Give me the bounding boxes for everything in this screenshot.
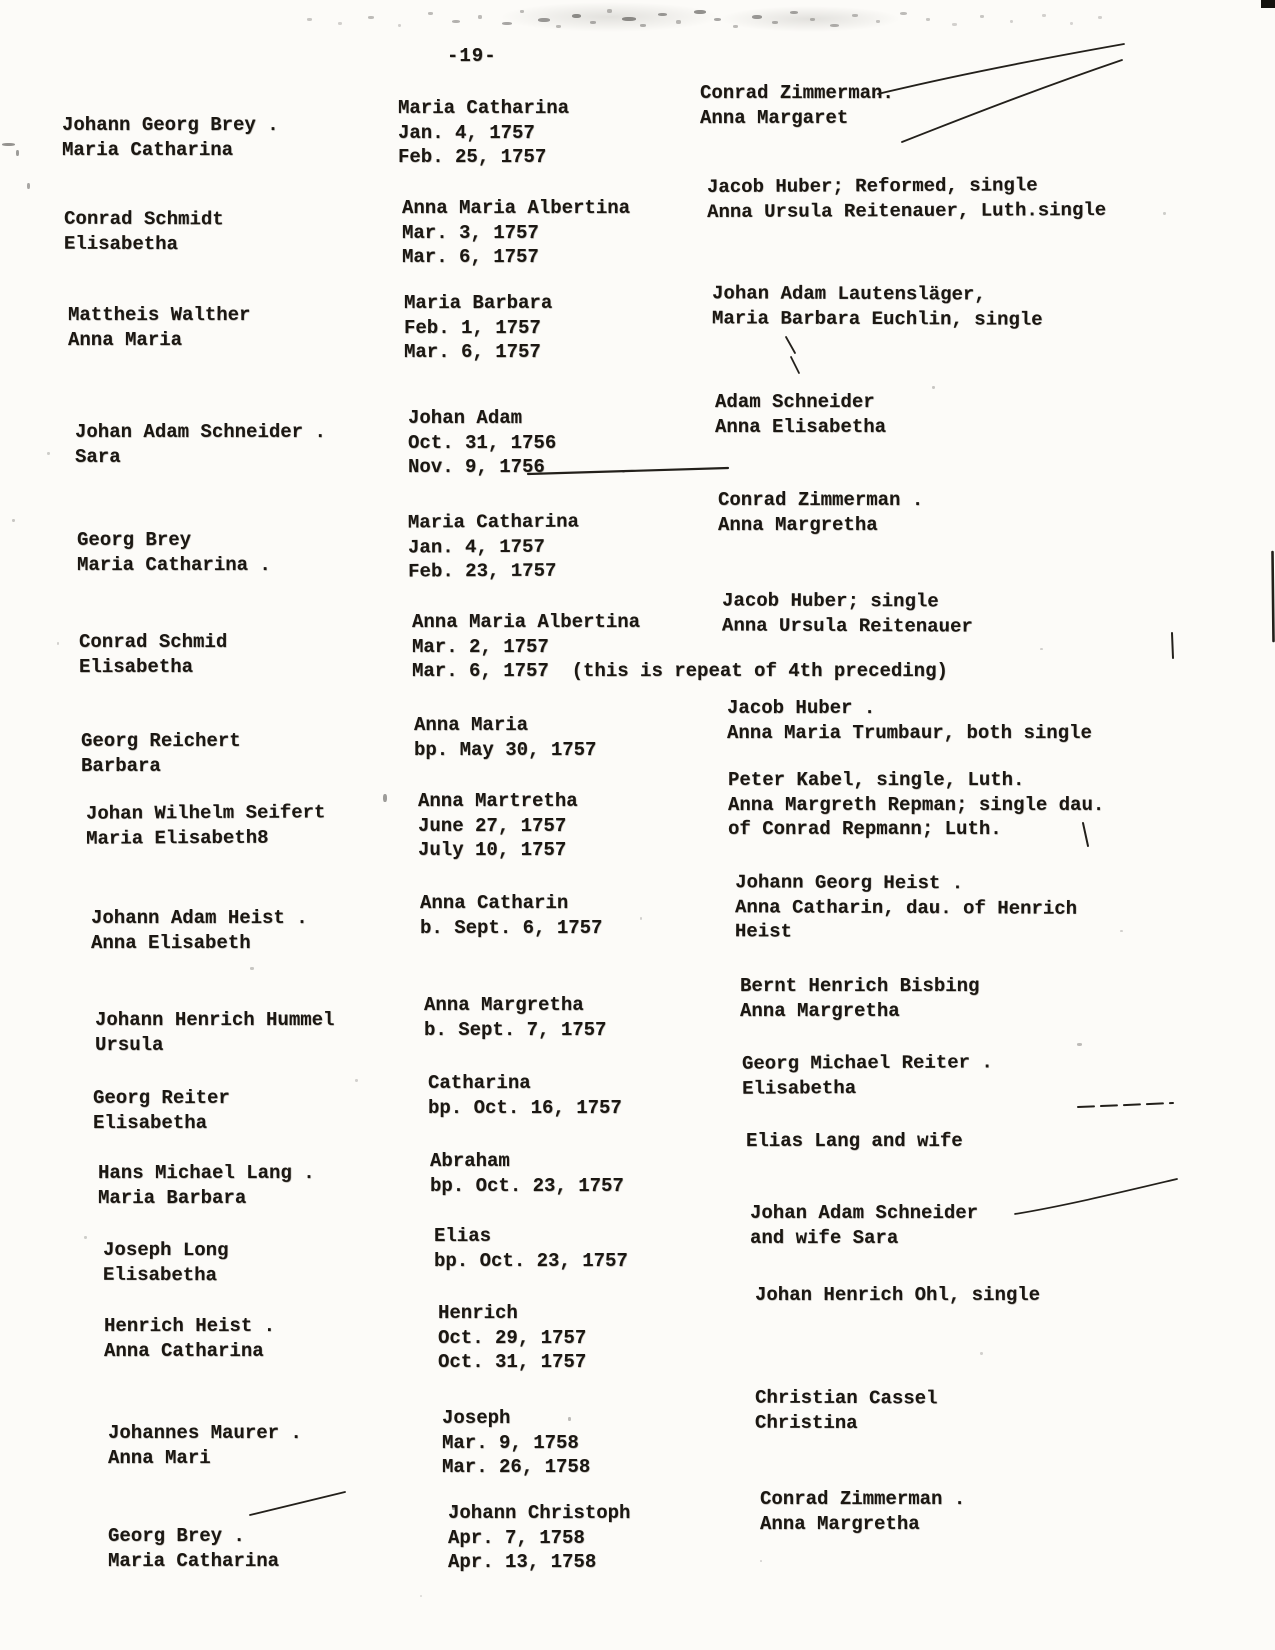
text-line: Anna Margreth Repman; single dau. [728,793,1105,816]
scan-corner-mark [1261,0,1275,8]
text-line: Anna Margaret [700,106,849,129]
text-line: Georg Brey [77,529,192,551]
text-line: Maria Barbara Euchlin, single [711,306,1043,331]
entry-14-parents [104,1314,275,1363]
text-line: Maria Catharina [108,1549,280,1572]
text-line: Peter Kabel, single, Luth. [728,769,1025,791]
text-line: Johan Adam Schneider [750,1202,979,1224]
entry-1-sponsors [700,81,894,130]
text-line: Maria Elisabeth8 [86,826,269,850]
text-line: Oct. 29, 1757 [438,1326,587,1349]
entry-10-parents [95,1008,334,1057]
entry-12-sponsors [746,1129,963,1154]
text-line: Jacob Huber; Reformed, single [706,174,1038,199]
text-line: Anna Maria [414,714,529,736]
scan-speck [760,1560,762,1562]
scan-speck [538,18,550,22]
entry-13-child [434,1224,628,1273]
text-line: bp. Oct. 16, 1757 [428,1096,622,1119]
scan-speck [607,9,612,13]
handwritten-tick-stroke [1172,633,1173,658]
text-line: Conrad Zimmerman . [760,1488,966,1510]
scan-speck [900,12,907,15]
text-line: Anna Mari [108,1446,211,1469]
scan-speck [27,183,30,189]
entry-9-sponsors [735,870,1077,945]
scan-speck [175,560,177,562]
entry-13-parents [103,1238,229,1288]
entry-16-sponsors [760,1487,965,1536]
text-line: and wife Sara [750,1226,899,1249]
text-line: Anna Maria Albertina [402,197,631,219]
scan-speck [307,18,312,21]
text-line: Maria Barbara [404,292,553,314]
text-line: Anna Margretha [424,994,584,1016]
scan-speck [980,1352,983,1355]
text-line: July 10, 1757 [418,839,567,862]
text-line: bp. May 30, 1757 [414,738,597,761]
scan-speck [810,18,815,21]
text-line: Nov. 9, 1756 [408,456,545,479]
text-line: Heist [734,920,792,943]
text-line: Mar. 6, 1757 [402,246,539,269]
text-line: Sara [75,445,121,468]
text-line: Anna Ursula Reitenauer [721,614,973,638]
scan-speck [830,24,839,27]
text-line: Mar. 6, 1757 [404,341,541,364]
entry-5-parents [77,528,271,577]
scan-speck [398,24,401,27]
entry-1-child [398,96,569,170]
scan-speck [355,1079,358,1082]
text-line: Mar. 26, 1758 [442,1456,591,1479]
text-line: Conrad Schmidt [64,207,224,231]
entry-8-parents [86,800,326,850]
entry-5-child [408,510,579,585]
handwritten-curve-stroke [878,44,1124,94]
scan-speck [622,17,636,21]
text-line: Maria Catharina [407,510,579,534]
text-line: Maria Catharina [398,97,570,119]
entry-15-parents [108,1421,302,1470]
text-line: Jacob Huber; single [722,589,939,613]
scan-speck [502,22,512,25]
text-line: Feb. 25, 1757 [398,146,547,169]
scan-speck [694,10,706,14]
scan-speck [640,24,646,27]
text-line: Johan Adam [408,407,523,429]
scan-speck [368,16,374,19]
text-line: Mattheis Walther [68,304,251,326]
scan-speck [790,11,798,14]
text-line: Elias [434,1225,492,1247]
scan-speck [1010,20,1013,23]
text-line: Anna Margretha [760,1512,920,1535]
text-line: Anna Catharina [104,1339,264,1362]
scan-speck [556,25,561,28]
text-line: Conrad Schmid [79,631,228,653]
text-line: Joseph [442,1407,511,1429]
entry-9-parents [91,906,308,955]
entry-14-sponsors [755,1283,1040,1308]
text-line: Henrich Heist . [104,1315,276,1337]
handwritten-connector-stroke [1015,1179,1177,1214]
scan-speck [1070,22,1073,25]
scan-speck [590,21,596,24]
text-line: Jan. 4, 1757 [407,535,545,559]
text-line: Anna Catharin [420,892,569,914]
scan-speck [84,1236,87,1239]
text-line: Christian Cassel [755,1386,938,1410]
scan-speck [250,967,254,970]
text-line: Anna Maria Albertina [412,611,641,633]
scan-speck [752,15,762,19]
text-line: Mar. 3, 1757 [402,221,539,244]
text-line: Oct. 31, 1756 [408,431,557,454]
handwritten-dash-stroke [1078,1103,1173,1107]
text-line: Mar. 9, 1758 [442,1431,579,1454]
text-line: Elisabetha [93,1111,208,1134]
scan-speck [932,386,935,389]
handwritten-tick-stroke [791,357,799,373]
text-line: Elisabetha [79,655,194,678]
entry-16-parents [108,1524,279,1573]
entry-15-sponsors [755,1386,938,1436]
scan-speck [478,15,482,19]
scan-speck [1163,212,1166,215]
text-line: Conrad Zimmerman . [718,489,924,511]
text-line: Barbara [81,754,161,777]
text-line: b. Sept. 7, 1757 [424,1018,607,1041]
entry-11-parents [93,1086,230,1135]
text-line: Anna Elisabeth [91,931,251,954]
scan-speck [428,12,433,15]
text-line: Abraham [430,1150,510,1172]
entry-7-child [414,713,596,762]
text-line: Anna Elisabetha [715,415,887,438]
text-line: Mar. 6, 1757 (this is repeat of 4th preceding) [412,660,948,683]
text-line: of Conrad Repmann; Luth. [728,818,1002,841]
scan-speck [658,13,667,16]
text-line: Anna Maria Trumbaur, both single [727,721,1092,744]
text-line: Mar. 2, 1757 [412,635,549,658]
entry-6-sponsors [722,588,973,638]
entry-6-parents [79,630,227,679]
scan-speck [1098,16,1102,19]
text-line: Apr. 13, 1758 [448,1551,597,1574]
entry-3-sponsors [712,281,1043,332]
scan-speck [57,642,59,645]
text-line: Adam Schneider [715,391,875,413]
scan-smudge [500,2,720,32]
text-line: June 27, 1757 [418,814,567,837]
scan-speck [852,14,858,17]
entry-10-child [424,993,606,1042]
text-line: bp. Oct. 23, 1757 [434,1249,628,1272]
text-line: Johann Georg Brey . [62,114,279,136]
scan-speck [980,15,984,18]
scan-speck [676,20,681,24]
text-line: Johann Georg Heist . [735,871,964,895]
text-line: Anna Ursula Reitenauer, Luth.single [707,198,1107,223]
text-line: Joseph Long [103,1238,229,1262]
text-line: Maria Catharina [62,138,234,161]
text-line: Anna Maria [68,328,183,351]
text-line: Georg Reiter [93,1087,230,1109]
text-line: Johan Adam Lautensläger, [712,282,986,306]
text-line: Elisabetha [63,232,179,255]
text-line: Johann Henrich Hummel [95,1009,335,1031]
scan-speck [47,452,50,455]
entry-11-child [428,1071,622,1120]
entry-12-child [430,1149,624,1198]
entry-2-child [402,196,630,270]
entry-4-sponsors [715,390,886,439]
text-line: Johan Wilhelm Seifert [85,801,326,825]
text-line: Maria Barbara [98,1186,247,1209]
text-line: Johan Henrich Ohl, single [755,1284,1041,1306]
text-line: Anna Margretha [740,999,900,1022]
text-line: Anna Catharin, dau. of Henrich [734,895,1078,920]
entry-7-parents [81,729,241,778]
text-line: Maria Catharina . [77,553,271,576]
text-line: Hans Michael Lang . [98,1162,315,1184]
entry-8-child [418,789,578,863]
entry-3-parents [68,303,250,352]
text-line: Apr. 7, 1758 [448,1526,585,1549]
scan-speck [952,23,957,26]
scan-speck [383,794,387,802]
scan-speck [338,22,342,25]
handwritten-underline-stroke [528,468,728,474]
scan-speck [1077,1043,1082,1046]
entry-14-child [438,1301,586,1375]
text-line: Anna Martretha [418,790,578,812]
entry-8-sponsors [728,768,1104,842]
scan-speck [1120,930,1123,932]
text-line: Christina [754,1411,858,1434]
scan-speck [420,1595,422,1597]
text-line: Henrich [438,1302,518,1324]
handwritten-curve-stroke [902,60,1122,142]
text-line: Anna Margretha [718,513,878,536]
scan-speck [876,20,880,23]
scan-speck [12,519,15,522]
entry-9-child [420,891,602,940]
scan-speck [772,21,778,24]
text-line: Johan Adam Schneider . [75,421,326,443]
text-line: Catharina [428,1072,531,1094]
text-line: Elisabetha [742,1076,857,1100]
scan-speck [452,20,460,23]
text-line: Conrad Zimmerman. [700,82,894,104]
handwritten-connector-stroke [250,1492,345,1515]
handwritten-tick-stroke [786,337,795,353]
entry-10-sponsors [740,974,979,1023]
entry-2-sponsors [707,173,1106,224]
text-line: Elias Lang and wife [746,1130,963,1152]
scan-speck [452,1506,455,1510]
text-line: Bernt Henrich Bisbing [740,975,980,997]
scan-speck [714,18,721,21]
scan-speck [568,1417,571,1421]
scan-speck [572,14,581,18]
text-line: Oct. 31, 1757 [438,1351,587,1374]
text-line: Elisabetha [102,1263,218,1286]
entry-1-parents [62,113,279,162]
entry-7-sponsors [727,696,1092,745]
text-line: Jan. 4, 1757 [398,121,535,144]
scan-speck [1042,14,1046,17]
text-line: bp. Oct. 23, 1757 [430,1174,624,1197]
text-line: Georg Reichert [81,730,241,752]
entry-5-sponsors [718,488,923,537]
entry-12-parents [98,1161,315,1210]
scan-speck [16,150,19,156]
page-edge-line [1273,552,1274,641]
text-line: b. Sept. 6, 1757 [420,916,603,939]
scan-speck [640,917,642,920]
text-line: Feb. 23, 1757 [408,559,557,583]
entry-13-sponsors [750,1201,978,1250]
entry-11-sponsors [742,1050,993,1101]
text-line: Johannes Maurer . [108,1422,302,1444]
text-line: Jacob Huber . [727,697,876,719]
scan-speck [520,10,524,13]
text-line: Georg Michael Reiter . [741,1051,993,1075]
scan-speck [733,25,738,28]
scan-speck [622,470,625,473]
text-line: Georg Brey . [108,1525,245,1547]
text-line: Johann Adam Heist . [91,907,308,929]
entry-3-child [404,291,552,365]
entry-4-parents [75,420,326,469]
text-line: Feb. 1, 1757 [404,316,541,339]
entry-2-parents [64,207,224,257]
text-line: Johann Christoph [448,1502,631,1524]
text-line: Ursula [95,1033,164,1056]
entry-4-child [408,406,556,480]
scan-speck [1040,648,1043,650]
page-number: -19- [447,45,497,67]
entry-16-child [448,1501,630,1575]
scan-speck [926,18,930,21]
scan-speck [2,143,15,146]
